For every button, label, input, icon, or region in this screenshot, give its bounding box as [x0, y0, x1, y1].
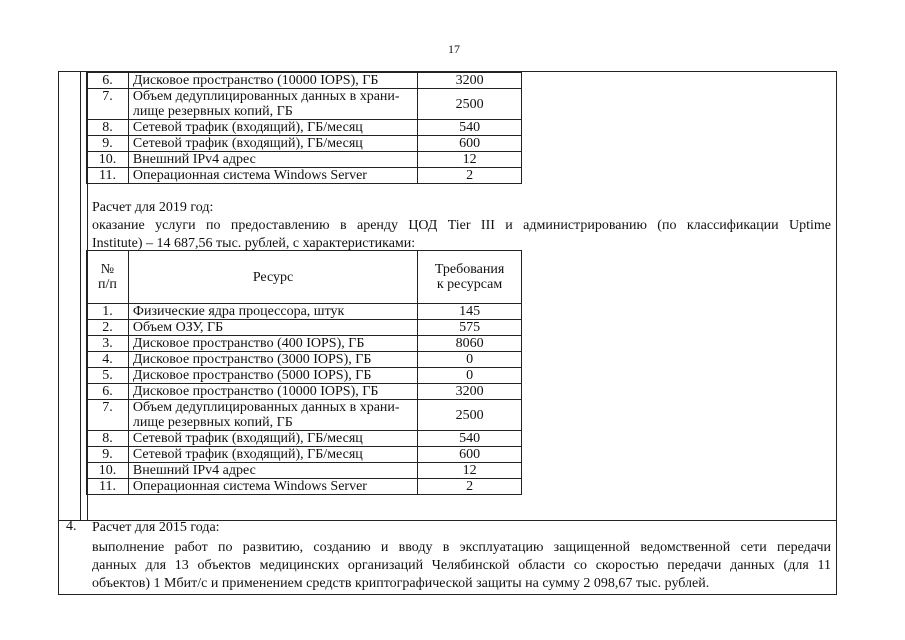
table-row: 11. Операционная система Windows Server 2 [87, 479, 522, 495]
section-2019-text-line2: Institute) – 14 687,56 тыс. рублей, с характеристиками: [92, 236, 416, 251]
table-row: 1. Физические ядра процессора, штук 145 [87, 304, 522, 320]
outer-column-divider [80, 72, 81, 521]
resource-table-2019 [86, 250, 522, 495]
table-row: 4. Дисковое пространство (3000 IOPS), ГБ 0 [87, 352, 522, 368]
item-number: 4. [66, 519, 77, 534]
table-row: 8. Сетевой трафик (входящий), ГБ/месяц 540 [87, 120, 522, 136]
section-2019-heading: Расчет для 2019 год: [92, 200, 214, 215]
table-row: 5. Дисковое пространство (5000 IOPS), ГБ 0 [87, 368, 522, 384]
resource-column-header: Ресурс [128, 251, 417, 304]
table-row: 7. Объем дедуплицированных данных в храни- лище резервных копий, ГБ 2500 [87, 400, 522, 431]
table-header-row: № п/п Ресурс Требования к ресурсам [87, 251, 522, 304]
table-row: 7. Объем дедуплицированных данных в храни- лище резервных копий, ГБ 2500 [87, 89, 522, 120]
section-2019-text-line1: оказание услуги по предоставлению в аренду ЦОД Tier III и администрированию (по классификации Uptime [92, 218, 831, 233]
table-row: 2. Объем ОЗУ, ГБ 575 [87, 320, 522, 336]
page-number: 17 [448, 42, 460, 56]
item-4-text-line3: объектов) 1 Мбит/с и применением средств криптографической защиты на сумму 2 098,67 тыс. рублей. [92, 576, 710, 591]
table-row: 6. Дисковое пространство (10000 IOPS), ГБ 3200 [87, 73, 522, 89]
table-row: 9. Сетевой трафик (входящий), ГБ/месяц 600 [87, 447, 522, 463]
resource-table-continued [86, 72, 522, 184]
item-4-text-line1: выполнение работ по развитию, созданию и вводу в эксплуатацию защищенной ведомственной сети передачи [92, 540, 831, 555]
table-row: 10. Внешний IPv4 адрес 12 [87, 152, 522, 168]
table-row: 11. Операционная система Windows Server 2 [87, 168, 522, 184]
item-4-heading: Расчет для 2015 года: [92, 520, 220, 535]
table-row: 9. Сетевой трафик (входящий), ГБ/месяц 600 [87, 136, 522, 152]
table-row: 10. Внешний IPv4 адрес 12 [87, 463, 522, 479]
item-4-text-line2: данных для 13 объектов медицинских организаций Челябинской области со скоростью передачи данных (для 11 [92, 558, 831, 573]
table-row: 3. Дисковое пространство (400 IOPS), ГБ 8060 [87, 336, 522, 352]
table-row: 6. Дисковое пространство (10000 IOPS), ГБ 3200 [87, 384, 522, 400]
table-row: 8. Сетевой трафик (входящий), ГБ/месяц 540 [87, 431, 522, 447]
